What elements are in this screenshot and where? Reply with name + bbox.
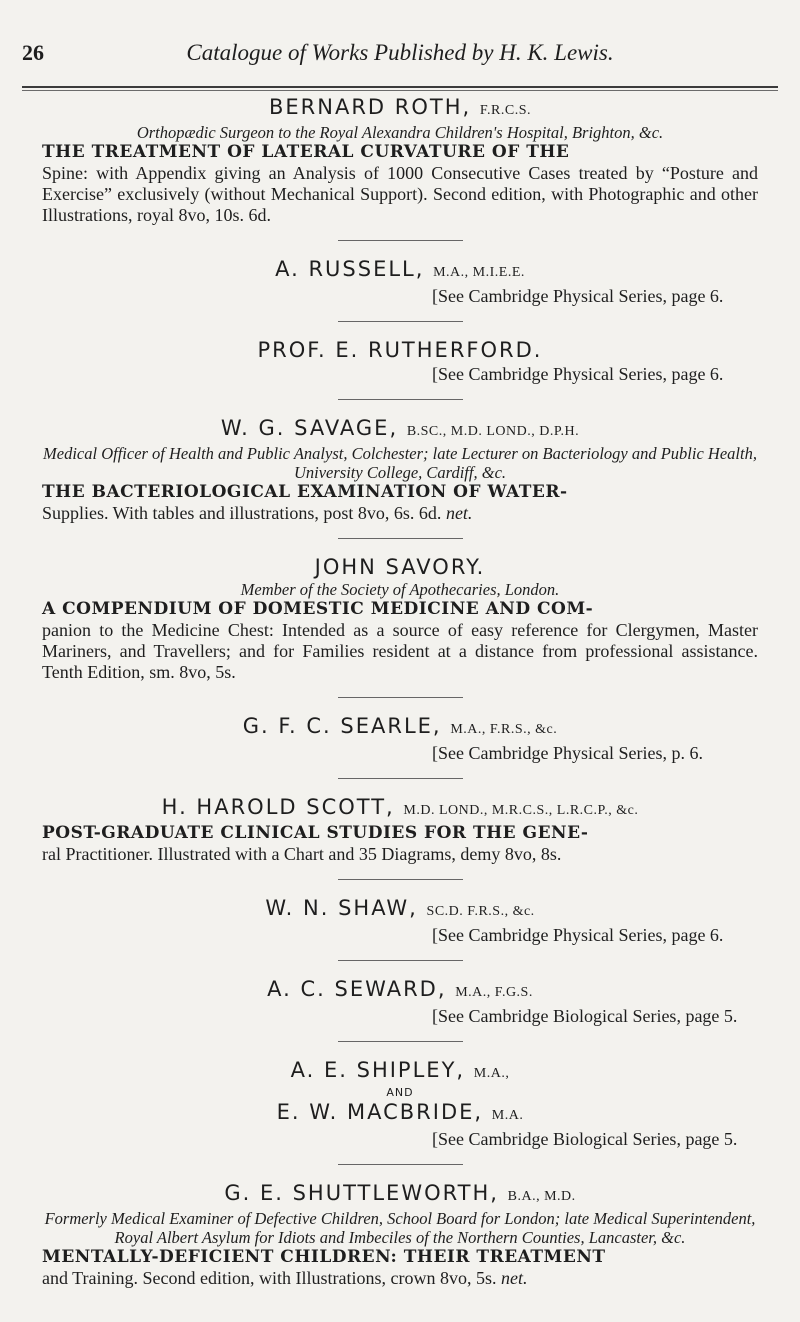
- second-author-line: [42, 1100, 758, 1128]
- author-affiliation: Member of the Society of Apothecaries, London.: [240, 580, 560, 599]
- work-title: THE TREATMENT OF LATERAL CURVATURE OF THE: [42, 142, 570, 162]
- author-name: E. W. MACBRIDE,: [276, 1100, 484, 1124]
- work-description: Supplies. With tables and illustrations, post 8vo, 6s. 6d.: [42, 503, 442, 523]
- entry-separator: [338, 879, 463, 880]
- catalogue-entry: [42, 795, 758, 865]
- author-qualifications: M.A.: [491, 1108, 524, 1123]
- catalogue-entry: [42, 95, 758, 226]
- author-line: [42, 714, 758, 742]
- author-affiliation: Formerly Medical Examiner of Defective Children, School Board for London; late Medical Superintendent, Royal Albert Asylum for Idiots and Imbeciles of the Northern Counties, Lancaster, &c.: [44, 1209, 756, 1247]
- entry-separator: [338, 778, 463, 779]
- author-qualifications: M.A., M.I.E.E.: [433, 265, 525, 280]
- catalogue-entries: [42, 95, 758, 1289]
- author-line: [42, 257, 758, 285]
- author-line: [42, 1181, 758, 1209]
- author-name: W. N. SHAW,: [265, 896, 418, 920]
- author-line: [42, 95, 758, 123]
- cross-reference: [See Cambridge Physical Series, p. 6.: [432, 743, 703, 763]
- author-name: A. E. SHIPLEY,: [290, 1058, 466, 1082]
- cross-reference: [See Cambridge Physical Series, page 6.: [432, 286, 724, 306]
- work-description: Spine: with Appendix giving an Analysis of 1000 Consecutive Cases treated by “Posture and Exercise” exclusively (without Mechanical Support). Second edition, with Photographic and other Illustrations, royal 8vo, 10s. 6d.: [42, 163, 758, 225]
- author-line: [42, 416, 758, 444]
- author-qualifications: M.D. LOND., M.R.C.S., L.R.C.P., &c.: [403, 803, 639, 818]
- net-price-marker: net.: [445, 503, 473, 523]
- author-qualifications: M.A., F.G.S.: [455, 985, 533, 1000]
- work-description-line: [42, 1268, 758, 1289]
- catalogue-entry: [42, 416, 758, 524]
- page-header: [22, 40, 778, 82]
- and-conjunction: AND: [386, 1086, 414, 1099]
- author-line: [42, 1058, 758, 1086]
- work-title: MENTALLY-DEFICIENT CHILDREN: THEIR TREATMENT: [42, 1247, 606, 1267]
- entry-separator: [338, 1164, 463, 1165]
- work-description: ral Practitioner. Illustrated with a Chart and 35 Diagrams, demy 8vo, 8s.: [42, 844, 562, 864]
- entry-separator: [338, 1041, 463, 1042]
- cross-reference: [See Cambridge Physical Series, page 6.: [432, 364, 724, 384]
- work-listing: [42, 1247, 758, 1289]
- work-listing: [42, 823, 758, 865]
- author-name: A. RUSSELL,: [275, 257, 425, 281]
- header-rule: [22, 86, 778, 88]
- author-line: [42, 338, 758, 363]
- author-name: W. G. SAVAGE,: [220, 416, 399, 440]
- cross-reference: [See Cambridge Physical Series, page 6.: [432, 925, 724, 945]
- work-title: A COMPENDIUM OF DOMESTIC MEDICINE AND COM-: [42, 599, 594, 619]
- cross-reference: [See Cambridge Biological Series, page 5.: [432, 1006, 738, 1026]
- header-rule-thin: [22, 90, 778, 91]
- author-name: G. F. C. SEARLE,: [242, 714, 442, 738]
- page-number: 26: [22, 40, 44, 65]
- author-line: [42, 896, 758, 924]
- catalogue-entry: [42, 257, 758, 307]
- entry-separator: [338, 538, 463, 539]
- catalogue-entry: [42, 1181, 758, 1289]
- cross-reference: [See Cambridge Biological Series, page 5.: [432, 1129, 738, 1149]
- author-line: [42, 555, 758, 580]
- author-qualifications: M.A., F.R.S., &c.: [450, 722, 558, 737]
- work-description: and Training. Second edition, with Illustrations, crown 8vo, 5s.: [42, 1268, 497, 1288]
- entry-separator: [338, 399, 463, 400]
- work-listing: [42, 482, 758, 524]
- author-name: JOHN SAVORY.: [314, 555, 486, 579]
- catalogue-entry: [42, 896, 758, 946]
- author-name: PROF. E. RUTHERFORD.: [257, 338, 543, 362]
- author-name: H. HAROLD SCOTT,: [161, 795, 395, 819]
- work-description: panion to the Medicine Chest: Intended as a source of easy reference for Clergymen, Master Mariners, and Travellers; and for Families resident at a distance from professional assistance. Tenth Edition, sm. 8vo, 5s.: [42, 620, 758, 682]
- author-line: [42, 977, 758, 1005]
- catalogue-entry: [42, 338, 758, 385]
- entry-separator: [338, 960, 463, 961]
- work-title: POST-GRADUATE CLINICAL STUDIES FOR THE GENE-: [42, 823, 589, 843]
- work-description-line: [42, 503, 758, 524]
- catalogue-entry: [42, 714, 758, 764]
- catalogue-entry: [42, 1058, 758, 1150]
- entry-separator: [338, 697, 463, 698]
- catalogue-entry: [42, 977, 758, 1027]
- author-name: A. C. SEWARD,: [267, 977, 447, 1001]
- net-price-marker: net.: [500, 1268, 528, 1288]
- entry-separator: [338, 240, 463, 241]
- author-name: BERNARD ROTH,: [268, 95, 472, 119]
- work-listing: [42, 142, 758, 226]
- author-qualifications: F.R.C.S.: [479, 103, 532, 118]
- author-affiliation: Orthopædic Surgeon to the Royal Alexandra Children's Hospital, Brighton, &c.: [136, 123, 664, 142]
- author-qualifications: M.A.,: [473, 1066, 510, 1081]
- author-affiliation: Medical Officer of Health and Public Analyst, Colchester; late Lecturer on Bacteriology and Public Health, University College, Cardiff, &c.: [43, 444, 757, 482]
- entry-separator: [338, 321, 463, 322]
- author-name: G. E. SHUTTLEWORTH,: [224, 1181, 499, 1205]
- work-title: THE BACTERIOLOGICAL EXAMINATION OF WATER-: [42, 482, 568, 502]
- author-qualifications: SC.D. F.R.S., &c.: [426, 904, 535, 919]
- catalogue-entry: [42, 555, 758, 683]
- work-listing: [42, 599, 758, 683]
- author-qualifications: B.A., M.D.: [507, 1189, 576, 1204]
- author-qualifications: B.SC., M.D. LOND., D.P.H.: [406, 424, 580, 439]
- author-line: [42, 795, 758, 823]
- running-title: Catalogue of Works Published by H. K. Lewis.: [186, 40, 614, 65]
